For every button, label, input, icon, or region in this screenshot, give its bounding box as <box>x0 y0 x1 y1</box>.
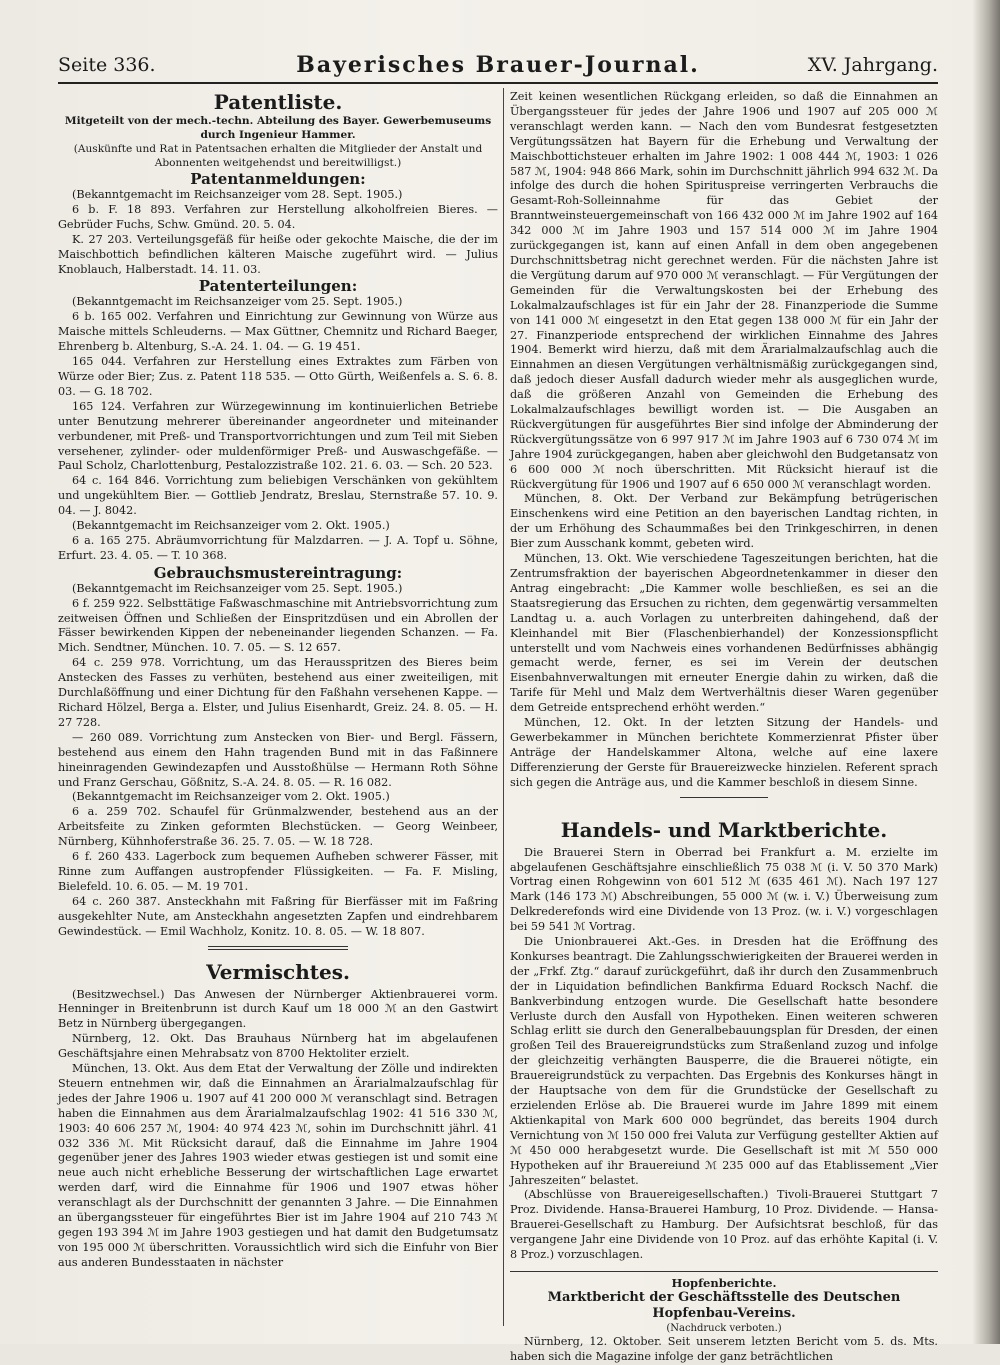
gebrauchsmuster-item: — 260 089. Vorrichtung zum Anstecken von Bier- und Bergl. Fässern, bestehend aus einem den Hahn tragenden Bund mit in das Faßinnere hineinragenden Gewindezapfen und Ausstoßhülse — Hermann Roth Söhne und Franz Gerschau, Gößnitz, S.-A. 24. 8. 05. — R. 16 082. <box>58 730 498 789</box>
anmeldungen-item: (Bekanntgemacht im Reichsanzeiger vom 28. Sept. 1905.) <box>72 188 403 201</box>
gebrauchsmuster-item: (Bekanntgemacht im Reichsanzeiger vom 25. Sept. 1905.) <box>72 581 403 595</box>
section-divider <box>208 946 348 950</box>
patentliste-intro: Mitgeteilt von der mech.-techn. Abteilung des Bayer. Gewerbemuseums durch Ingenieur Hammer. <box>64 115 492 141</box>
vermischtes-item: München, 13. Okt. Aus dem Etat der Verwaltung der Zölle und indirekten Steuern entnehmen wir, daß die Einnahmen an Ärarialmalzaufschlag für jedes der Jahre 1906 u. 1907 auf 41 200 000 ℳ veranschlagt sind. Betragen haben die Einnahmen aus dem Ärarialmalzaufschlag 1902: 41 516 330 ℳ, 1903: 40 606 257 ℳ, 1904: 40 974 423 ℳ, sohin im Durchschnitt jährl. 41 032 336 ℳ. Mit Rücksicht darauf, daß die Einnahme im Jahre 1904 gegenüber jener des Jahres 1903 wieder etwas gestiegen ist und somit eine neue auch nicht erhebliche Besserung der wirtschaftlichen Lage erwartet werden darf, wird die Einnahme für 1906 und 1907 etwas höher veranschlagt als der Durchschnitt der genannten 3 Jahre. — Die Einnahmen an übergangssteuer für eingeführtes Bier ist im Jahre 1904 auf 210 743 ℳ gegen 193 394 ℳ im Jahre 1903 gestiegen und hat damit den Budgetumsatz von 195 000 ℳ überschritten. Voraussichtlich wird sich die Einfuhr von Bier aus anderen Bundesstaaten in nächster <box>58 1062 498 1269</box>
news-item: München, 13. Okt. Wie verschiedene Tageszeitungen berichten, hat die Zentrumsfraktion der bayerischen Abgeordnetenkammer in dieser den Antrag eingebracht: „Die Kammer wolle beschließen, es sei an die Staatsregierung das Ersuchen zu richten, dem gegenwärtig versammelten Landtag u. a. auch Vorlagen zu unterbreiten dahingehend, daß der Kleinhandel mit Bier (Flaschenbierhandel) der Konzessionspflicht unterstellt und vom Nachweis eines vorhandenen Bedürfnisses abhängig gemacht werde, ferner, es sei im Verein der deutschen Eisenbahnverwaltungen mit erneuter Energie dahin zu wirken, daß die Tarife für Mehl und Malz dem Wertverhältnis dieser Waren gegenüber dem Getreide entsprechend erhöht werden.“ <box>510 552 938 715</box>
volume-label: XV. Jahrgang. <box>807 54 938 76</box>
anmeldungen-item: 6 b. F. 18 893. Verfahren zur Herstellung alkoholfreien Bieres. — Gebrüder Fuchs, Schw. Gmünd. 20. 5. 04. <box>58 202 498 231</box>
hopfen-text: Nürnberg, 12. Oktober. Seit unserem letzten Bericht vom 5. ds. Mts. haben sich die Magazine infolge der ganz beträchtlichen <box>510 1334 938 1363</box>
handels-item: (Abschlüsse von Brauereigesellschaften.) Tivoli-Brauerei Stuttgart 7 Proz. Dividende. Hansa-Brauerei Hamburg, 10 Proz. Dividende. — Hansa-Brauerei-Gesellschaft zu Hamburg. Der Aufsichtsrat beschloß, für das vergangene Jahr eine Dividende von 10 Proz. auf das erhöhte Kapital (i. V. 8 Proz.) vorzuschlagen. <box>510 1188 938 1262</box>
handels-item: Die Brauerei Stern in Oberrad bei Frankfurt a. M. erzielte im abgelaufenen Geschäftsjahre einschließlich 75 038 ℳ (i. V. 50 370 Mark) Vortrag einen Rohgewinn von 601 512 ℳ (635 461 ℳ). Nach 197 127 Mark (146 173 ℳ) Abschreibungen, 55 000 ℳ (w. i. V.) Überweisung zum Delkrederefonds wird eine Dividende von 13 Proz. (w. i. V.) vorgeschlagen bei 59 541 ℳ Vortrag. <box>510 845 938 934</box>
erteilungen-item: (Bekanntgemacht im Reichsanzeiger vom 2. Okt. 1905.) <box>72 519 390 533</box>
erteilungen-item: 6 b. 165 002. Verfahren und Einrichtung zur Gewinnung von Würze aus Maische mittels Schleuderns. — Max Güttner, Chemnitz und Richard Baeger, Ehrenberg b. Altenburg, S.-A. 24. 1. 04. — G. 19 451. <box>58 310 498 354</box>
anmeldungen-item: K. 27 203. Verteilungsgefäß für heiße oder gekochte Maische, die der im Maischbottich befindlichen kälteren Maische zugeführt wird. — Julius Knoblauch, Halberstadt. 14. 11. 03. <box>58 232 498 276</box>
handels-title: Handels- und Marktberichte. <box>560 817 888 842</box>
hopfen-title: Hopfenberichte. <box>671 1275 777 1290</box>
gebrauchsmuster-item: 6 f. 260 433. Lagerbock zum bequemen Aufheben schwerer Fässer, mit Rinne zum Auffangen austropfender Flüssigkeiten. — Fa. F. Misling, Bielefeld. 10. 6. 05. — M. 19 701. <box>58 850 498 893</box>
page-header <box>58 52 938 84</box>
left-column <box>58 90 498 1271</box>
vermischtes-item: Nürnberg, 12. Okt. Das Brauhaus Nürnberg hat im abgelaufenen Geschäftsjahre einen Mehrabsatz von 8700 Hektoliter erzielt. <box>58 1032 498 1061</box>
section-divider <box>680 797 768 798</box>
erteilungen-item: 64 c. 164 846. Vorrichtung zum beliebigen Verschänken von gekühltem und ungekühltem Bier. — Gottlieb Jendratz, Breslau, Sternstraße 57. 10. 9. 04. — J. 8042. <box>58 474 498 518</box>
anmeldungen-title: Patentanmeldungen: <box>190 170 366 188</box>
erteilungen-item: 165 124. Verfahren zur Würzegewinnung im kontinuierlichen Betriebe unter Benutzung mehrerer übereinander angeordneter und miteinander verbundener, mit Preß- und Transportvorrichtungen und zum Teil mit Sieben versehener, zylinder- oder muldenförmiger Preß- und Auswaschgefäße. — Paul Scholz, Charlottenburg, Pestalozzistraße 102. 21. 6. 03. — Sch. 20 523. <box>58 399 498 473</box>
gebrauchsmuster-item: 6 a. 259 702. Schaufel für Grünmalzwender, bestehend aus an der Arbeitsfeite zu Zinken geformten Blechstücken. — Georg Weinbeer, Nürnberg, Kühnhoferstraße 36. 25. 7. 05. — W. 18 728. <box>58 805 498 849</box>
news-item: München, 12. Okt. In der letzten Sitzung der Handels- und Gewerbekammer in München berichtete Kommerzienrat Pfister über Anträge der Handelskammer Altona, welche auf eine laxere Differenzierung der Gerste für Brauereizwecke hinzielen. Referent sprach sich gegen die Anträge aus, und die Kammer beschloß in diesem Sinne. <box>510 716 938 789</box>
continued-text: Zeit keinen wesentlichen Rückgang erleiden, so daß die Einnahmen an Übergangssteuer für jedes der Jahre 1906 und 1907 auf 205 000 ℳ veranschlagt werden kann. — Nach den vom Bundesrat festgesetzten Vergütungssätzen hat Bayern für die Erhebung und Verwaltung der Maischbottichsteuer erhalten im Jahre 1902: 1 008 444 ℳ, 1903: 1 026 587 ℳ, 1904: 948 866 Mark, sohin im Durchschnitt jährlich 994 632 ℳ. Da infolge des durch die hohen Spirituspreise verringerten Verbrauchs die Gesamt-Roh-Solleinnahme für das Gebiet der Branntweinsteuergemeinschaft von 166 432 000 ℳ im Jahre 1902 auf 164 342 000 ℳ im Jahre 1903 und 157 514 000 ℳ im Jahre 1904 zurückgegangen ist, kann auf einen Anfall in dem oben angegebenen Durchschnittsbetrag nicht gerechnet werden. Für die nächsten Jahre ist die Vergütung darum auf 970 000 ℳ veranschlagt. — Für Vergütungen der Gemeinden für die Verwaltungskosten bei der Erhebung des Lokalmalzaufschlages ist für ein Jahr der 28. Finanzperiode die Summe von 141 000 ℳ eingesetzt in den Etat gegen 138 000 ℳ für ein Jahr der 27. Finanzperiode entsprechend der wirklichen Einnahme des Jahres 1904. Bemerkt wird hierzu, daß mit dem Ärarialmalzaufschlag auch die Einnahmen an diesen Vergütungen verhältnismäßig zurückgegangen sind, daß jedoch dieser Ausfall dadurch wieder mehr als ausgeglichen wurde, daß die größeren Anzahl von Gemeinden die Erhebung des Lokalmalzaufschlages bewilligt worden ist. — Die Ausgaben an Rückvergütungen für ausgeführtes Bier sind infolge der Abminderung der Rückvergütungssätze von 6 997 917 ℳ im Jahre 1903 auf 6 730 074 ℳ im Jahre 1904 zurückgegangen, haben aber gleichwohl den Budgetansatz von 6 600 000 ℳ noch überschritten. Mit Rücksicht hierauf ist die Rückvergütung für 1906 und 1907 auf 6 650 000 ℳ veranschlagt worden. <box>510 90 938 491</box>
page-number: Seite 336. <box>58 54 156 76</box>
gebrauchsmuster-title: Gebrauchsmustereintragung: <box>153 563 403 582</box>
page-edge-shadow <box>972 0 1000 1344</box>
right-column <box>510 90 938 1365</box>
erteilungen-title: Patenterteilungen: <box>198 277 358 296</box>
gebrauchsmuster-item: 64 c. 260 387. Ansteckhahn mit Faßring für Bierfässer mit im Faßring ausgekehlter Nute, am Ansteckhahn angesetzten Zapfen und eindrehbarem Gewindestück. — Emil Wachholz, Konitz. 10. 8. 05. — W. 18 807. <box>58 894 498 938</box>
marktbericht-title: Marktbericht der Geschäftsstelle des Deutschen Hopfenbau-Vereins. <box>547 1289 901 1321</box>
erteilungen-item: (Bekanntgemacht im Reichsanzeiger vom 25. Sept. 1905.) <box>72 295 403 309</box>
section-divider <box>510 1271 938 1272</box>
vermischtes-item: (Besitzwechsel.) Das Anwesen der Nürnberger Aktienbrauerei vorm. Henninger in Breitenbrunn ist durch Kauf um 18 000 ℳ an den Gastwirt Betz in Nürnberg übergegangen. <box>58 987 498 1031</box>
vermischtes-title: Vermischtes. <box>206 959 350 984</box>
gebrauchsmuster-item: 64 c. 259 978. Vorrichtung, um das Herausspritzen des Bieres beim Anstecken des Fasses zu verhüten, bestehend aus einer zweiteiligen, mit Durchlaßöffnung und einer Dichtung für den Faßhahn versehenen Kappe. — Richard Hölzel, Berga a. Elster, und Julius Eisenhardt, Greiz. 24. 8. 05. — H. 27 728. <box>58 656 498 729</box>
erteilungen-item: 6 a. 165 275. Abräumvorrichtung für Malzdarren. — J. A. Topf u. Söhne, Erfurt. 23. 4. 05. — T. 10 368. <box>58 533 498 562</box>
news-item: München, 8. Okt. Der Verband zur Bekämpfung betrügerischen Einschenkens wird eine Petition an den bayerischen Landtag richten, in der um Erhöhung des Schaummaßes bei den Trinkgeschirren, in denen Bier zum Ausschank kommt, gebeten wird. <box>510 492 938 551</box>
column-divider <box>503 88 504 1326</box>
journal-title: Bayerisches Brauer-Journal. <box>296 52 700 78</box>
patentliste-note: (Auskünfte und Rat in Patentsachen erhalten die Mitglieder der Anstalt und Abonnenten weitgehendst und bereitwilligst.) <box>73 143 483 169</box>
nachdruck-note: (Nachdruck verboten.) <box>666 1322 782 1334</box>
erteilungen-item: 165 044. Verfahren zur Herstellung eines Extraktes zum Färben von Würze oder Bier; Zus. z. Patent 118 535. — Otto Gürth, Weißenfels a. S. 6. 8. 03. — G. 18 702. <box>58 355 498 398</box>
gebrauchsmuster-item: 6 f. 259 922. Selbsttätige Faßwaschmaschine mit Antriebsvorrichtung zum zeitweisen Öffnen und Schließen der Einspritzdüsen und ein Abrollen der Fässer bewirkenden Kippen der nebeneinander liegenden Schanzen. — Fa. Mich. Sendtner, München. 10. 7. 05. — S. 12 657. <box>58 596 498 655</box>
handels-item: Die Unionbrauerei Akt.-Ges. in Dresden hat die Eröffnung des Konkurses beantragt. Die Zahlungsschwierigkeiten der Brauerei werden in der „Frkf. Ztg.“ darauf zurückgeführt, daß ihr durch den Zusammenbruch der in Liquidation befindlichen Bankfirma Eduard Rocksch Nachf. die Bankverbindung entzogen wurde. Die Gesellschaft hatte besondere Verluste durch den Ausfall von Hypotheken. Einen weiteren schweren Schlag erlitt sie durch den Generalbebauungsplan für Dresden, der einen großen Teil des Brauereigrundstücks zum Straßenland zuzog und infolge der gleichzeitig verhängten Bausperre, die die Brauerei nötigte, ein Brauereigrundstück zu verpachten. Das Ergebnis des Konkurses hängt in der Hauptsache von dem für die Grundstücke der Gesellschaft zu erzielenden Erlöse ab. Die Brauerei wurde im Jahre 1899 mit einem Aktienkapital von Mark 600 000 begründet, das bereits 1904 durch Vernichtung von ℳ 150 000 frei Valuta zur Verfügung gestellter Aktien auf ℳ 450 000 herabgesetzt wurde. Die Gesellschaft ist mit ℳ 550 000 Hypotheken auf ihr Brauereiund ℳ 235 000 auf das Etablissement „Vier Jahreszeiten“ belastet. <box>510 935 938 1187</box>
gebrauchsmuster-item: (Bekanntgemacht im Reichsanzeiger vom 2. Okt. 1905.) <box>72 790 390 804</box>
patentliste-title: Patentliste. <box>213 90 343 114</box>
